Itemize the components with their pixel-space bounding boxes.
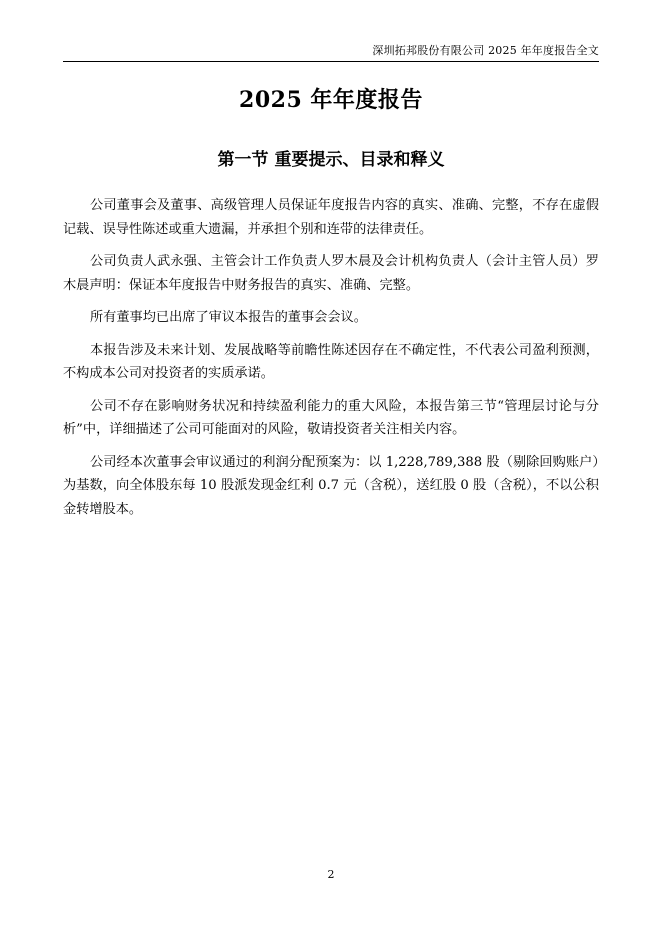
paragraph-board-attendance: 所有董事均已出席了审议本报告的董事会会议。	[90, 310, 367, 325]
document-title: 2025 年年度报告	[239, 87, 423, 113]
section-heading: 第一节 重要提示、目录和释义	[217, 150, 445, 170]
paragraph-responsibility-statement: 公司董事会及董事、高级管理人员保证年度报告内容的真实、准确、完整，不存在虚假记载、误导性陈述或重大遗漏，并承担个别和连带的法律责任。	[63, 198, 599, 237]
paragraph-forward-looking-disclaimer: 本报告涉及未来计划、发展战略等前瞻性陈述因存在不确定性，不代表公司盈利预测，不构成本公司对投资者的实质承诺。	[63, 342, 599, 381]
header-divider	[63, 61, 599, 62]
paragraph-financial-statement-declaration: 公司负责人武永强、主管会计工作负责人罗木晨及会计机构负责人（会计主管人员）罗木晨声明：保证本年度报告中财务报告的真实、准确、完整。	[63, 254, 599, 293]
paragraph-profit-distribution: 公司经本次董事会审议通过的利润分配预案为：以 1,228,789,388 股（剔除回购账户）为基数，向全体股东每 10 股派发现金红利 0.7 元（含税），送红股 0 股（含税），不以公积金转增股本。	[63, 454, 599, 517]
running-header: 深圳拓邦股份有限公司 2025 年年度报告全文	[372, 44, 599, 57]
page-number: 2	[327, 868, 335, 881]
body-text	[63, 194, 599, 530]
paragraph-risk-notice: 公司不存在影响财务状况和持续盈利能力的重大风险，本报告第三节“管理层讨论与分析”中，详细描述了公司可能面对的风险，敬请投资者关注相关内容。	[63, 398, 599, 437]
